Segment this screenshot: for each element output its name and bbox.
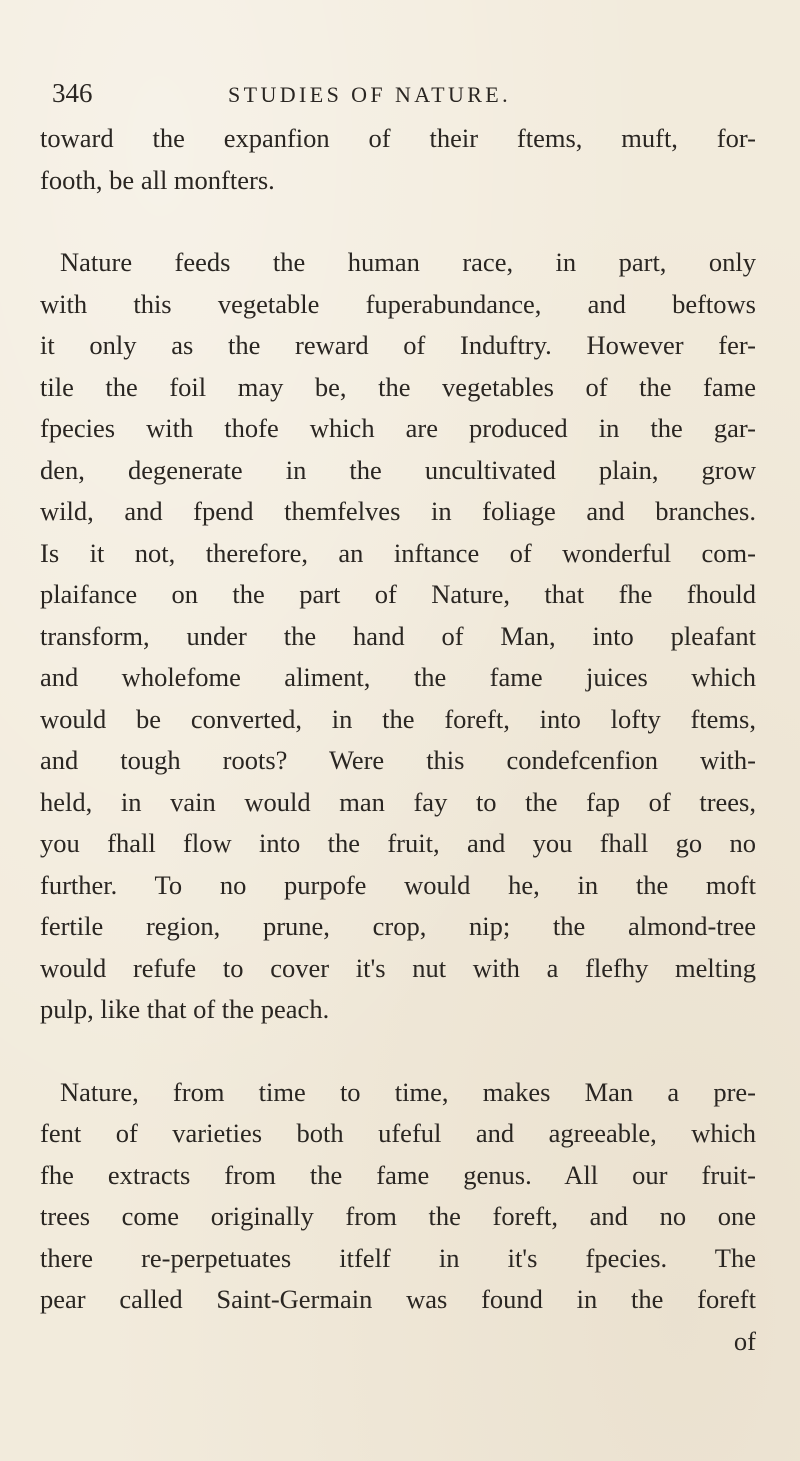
text-line: you fhall flow into the fruit, and you fhall go no [40,828,756,858]
text-line: wild, and fpend themfelves in foliage and branches. [40,496,756,526]
text-line: den, degenerate in the uncultivated plain, grow [40,454,756,485]
text-line: fertile region, prune, crop, nip; the almond-tree [40,911,756,941]
text-line: Nature feeds the human race, in part, only [60,247,756,277]
text-line: it only as the reward of Induftry. However fer- [40,330,756,360]
text-line: transform, under the hand of Man, into pleafant [40,620,756,651]
text-line: Is it not, therefore, an inftance of wonderful com- [40,537,756,568]
paragraph-2 [40,242,756,1031]
text-line: held, in vain would man fay to the fap of trees, [40,786,756,817]
text-line: would refufe to cover it's nut with a flefhy melting [40,952,756,983]
paragraph-spacer [40,201,756,242]
text-line: would be converted, in the foreft, into lofty ftems, [40,703,756,734]
text-line: trees come originally from the foreft, and no one [40,1201,756,1231]
text-line: fent of varieties both ufeful and agreeable, which [40,1118,756,1148]
text-line: with this vegetable fuperabundance, and beftows [40,288,756,319]
text-line: fpecies with thofe which are produced in the gar- [40,413,756,443]
catchword: of [733,1325,756,1356]
text-line: tile the foil may be, the vegetables of the fame [40,371,756,402]
paragraph-1 [40,118,756,201]
running-title: STUDIES OF NATURE. [228,82,512,107]
text-line: pulp, like that of the peach. [40,994,330,1024]
running-head [52,76,752,116]
paragraph-3 [40,1072,756,1321]
text-line: and wholefome aliment, the fame juices which [40,662,756,692]
page-number: 346 [52,78,93,108]
body-text [40,118,756,1362]
paragraph-spacer [40,1031,756,1072]
text-line: plaifance on the part of Nature, that fhe fhould [40,579,756,609]
text-line: footh, be all monfters. [40,164,275,195]
text-line: Nature, from time to time, makes Man a pre- [60,1076,756,1107]
text-line: fhe extracts from the fame genus. All our fruit- [40,1159,756,1190]
text-line: toward the expanfion of their ftems, muft, for- [40,123,756,153]
text-line: there re-perpetuates itfelf in it's fpecies. The [40,1242,756,1273]
text-line: and tough roots? Were this condefcenfion with- [40,745,756,775]
text-line: further. To no purpofe would he, in the moft [40,869,756,900]
text-line: pear called Saint-Germain was found in the foreft [40,1284,756,1314]
